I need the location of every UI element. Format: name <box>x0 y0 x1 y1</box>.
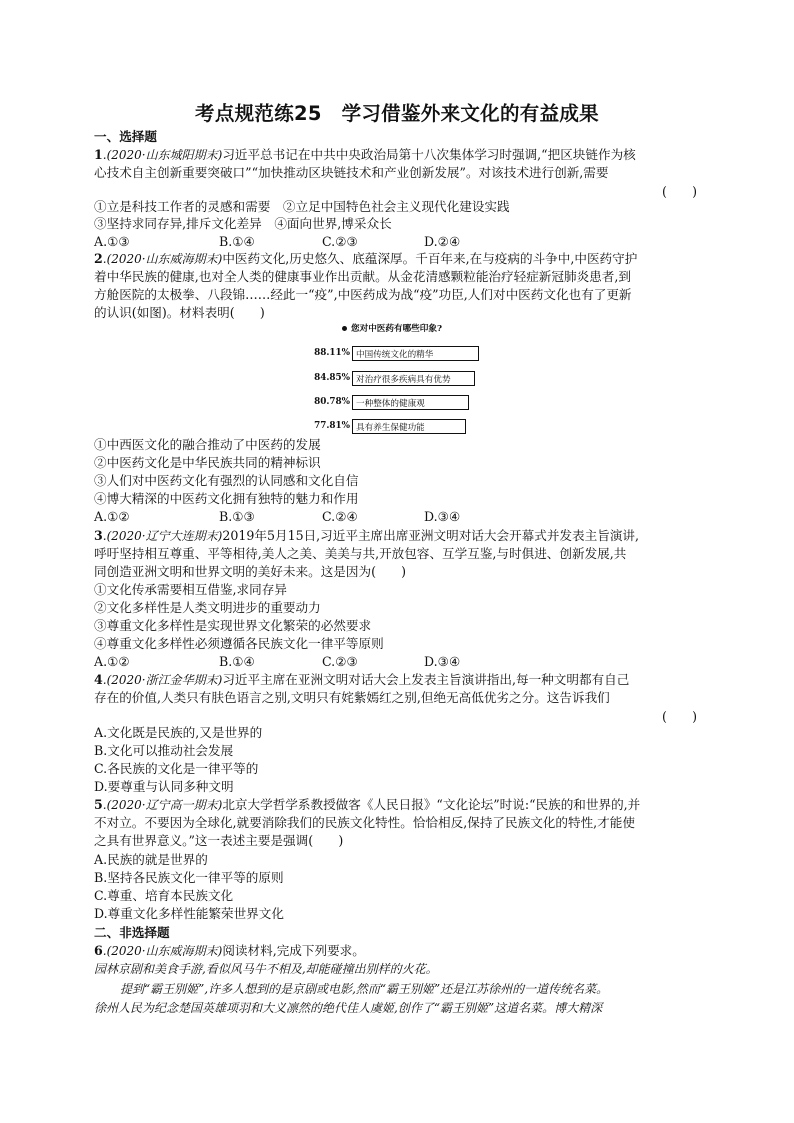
q3-statement-3: ③尊重文化多样性是实现世界文化繁荣的必然要求 <box>94 618 372 633</box>
chart-bar-row <box>304 371 494 386</box>
chart-bar <box>352 419 466 434</box>
page-title: 考点规范练25 学习借鉴外来文化的有益成果 <box>195 102 599 125</box>
q2-text-1: 中医药文化,历史悠久、底蕴深厚。千百年来,在与疫病的斗争中,中医药守护 <box>222 251 638 266</box>
q1-text-1: 习近平总书记在中共中央政治局第十八次集体学习时强调,“把区块链作为核 <box>222 147 636 162</box>
q6-material-2: 提到“霸王别姬”,许多人想到的是京剧或电影,然而“霸王别姬”还是江苏徐州的一道传统名菜。 <box>120 982 609 996</box>
chart-bar-row <box>304 419 494 434</box>
chart-category-label: 对治疗很多疾病具有优势 <box>356 375 451 385</box>
q3-statement-2: ②文化多样性是人类文明进步的重要动力 <box>94 600 321 615</box>
q1-answer-paren: ( ) <box>662 184 698 199</box>
chart-title-text: 您对中医药有哪些印象? <box>351 324 442 334</box>
q3-text-3: 同创造亚洲文明和世界文明的美好未来。这是因为( ) <box>94 564 407 579</box>
q2-statement-1: ①中西医文化的融合推动了中医药的发展 <box>94 437 321 452</box>
q1-number: 1 <box>94 147 103 162</box>
q2-text-4: 的认识(如图)。材料表明( ) <box>94 305 265 320</box>
q3-number: 3 <box>94 528 103 543</box>
chart-title <box>342 322 442 334</box>
q1-option-c: C.②③ <box>322 234 358 249</box>
q1-line-1 <box>94 146 636 164</box>
q6-line-1 <box>94 942 365 960</box>
chart-value-label: 77.81% <box>314 421 350 431</box>
q2-number: 2 <box>94 251 103 266</box>
q4-source: .(2020·浙江金华期末) <box>102 673 223 687</box>
q1-text-2: 心技术自主创新重要突破口”“加快推动区块链技术和产业创新发展”。对该技术进行创新,需要 <box>94 165 609 180</box>
survey-bar-chart <box>304 322 494 438</box>
q3-text-1: 2019年5月15日,习近平主席出席亚洲文明对话大会开幕式并发表主旨演讲, <box>222 528 640 543</box>
q2-text-2: 着中华民族的健康,也对全人类的健康事业作出贡献。从金花清感颗粒能治疗轻症新冠肺炎患者,到 <box>94 269 631 284</box>
q2-option-a: A.①② <box>94 509 130 524</box>
chart-value-label: 84.85% <box>314 373 350 383</box>
q4-line-1 <box>94 671 629 689</box>
q1-option-d: D.②④ <box>424 234 461 249</box>
q5-text-3: 之具有世界意义。”这一表述主要是强调( ) <box>94 833 344 848</box>
chart-category-label: 具有养生保健功能 <box>356 423 425 433</box>
q2-option-d: D.③④ <box>424 509 461 524</box>
chart-bar-row <box>304 346 494 361</box>
chart-bar <box>352 395 469 410</box>
q6-text-1: 阅读材料,完成下列要求。 <box>222 943 365 958</box>
q3-option-d: D.③④ <box>424 654 461 669</box>
q2-text-3: 方舱医院的太极拳、八段锦……经此一“疫”,中医药成为战“疫”功臣,人们对中医药文化也有了更新 <box>94 287 632 302</box>
q5-option-a: A.民族的就是世界的 <box>94 852 208 867</box>
q1-statement-2: ③坚持求同存异,排斥文化差异 ④面向世界,博采众长 <box>94 216 392 231</box>
q5-option-b: B.坚持各民族文化一律平等的原则 <box>94 870 284 885</box>
section-heading-nonchoice: 二、非选择题 <box>94 925 170 940</box>
q3-text-2: 呼吁坚持相互尊重、平等相待,美人之美、美美与共,开放包容、互学互鉴,与时俱进、创新发展,共 <box>94 546 627 561</box>
q1-option-a: A.①③ <box>94 234 130 249</box>
q2-source: .(2020·山东威海期末) <box>102 252 223 266</box>
q5-source: .(2020·辽宁高一期末) <box>102 798 223 812</box>
q2-option-b: B.①③ <box>219 509 255 524</box>
q5-line-1 <box>94 796 640 814</box>
chart-bar <box>352 346 479 361</box>
q6-number: 6 <box>94 943 103 958</box>
q3-source: .(2020·辽宁大连期末) <box>102 529 223 543</box>
q4-text-1: 习近平主席在亚洲文明对话大会上发表主旨演讲指出,每一种文明都有自己 <box>222 672 630 687</box>
q2-statement-2: ②中医药文化是中华民族共同的精神标识 <box>94 455 321 470</box>
q4-option-a: A.文化既是民族的,又是世界的 <box>94 725 263 740</box>
q3-statement-1: ①文化传承需要相互借鉴,求同存异 <box>94 582 287 597</box>
q4-option-b: B.文化可以推动社会发展 <box>94 743 234 758</box>
chart-title-bullet <box>342 326 347 331</box>
q5-text-1: 北京大学哲学系教授做客《人民日报》“文化论坛”时说:“民族的和世界的,并 <box>222 797 641 812</box>
q6-source: .(2020·山东威海期末) <box>102 944 223 958</box>
q2-statement-3: ③人们对中医药文化有强烈的认同感和文化自信 <box>94 473 359 488</box>
q3-option-b: B.①④ <box>219 654 255 669</box>
q4-option-d: D.要尊重与认同多种文明 <box>94 779 234 794</box>
q2-statement-4: ④博大精深的中医药文化拥有独特的魅力和作用 <box>94 491 359 506</box>
q5-option-d: D.尊重文化多样性能繁荣世界文化 <box>94 906 284 921</box>
q4-text-2: 存在的价值,人类只有肤色语言之别,文明只有姹紫嫣红之别,但绝无高低优劣之分。这告诉我们 <box>94 690 610 705</box>
q1-statement-1: ①立是科技工作者的灵感和需要 ②立足中国特色社会主义现代化建设实践 <box>94 199 510 214</box>
q5-number: 5 <box>94 797 103 812</box>
chart-value-label: 80.78% <box>314 397 350 407</box>
q2-option-c: C.②④ <box>322 509 358 524</box>
q1-option-b: B.①④ <box>219 234 255 249</box>
q6-material-3: 徐州人民为纪念楚国英雄项羽和大义凛然的绝代佳人虞姬,创作了“霸王别姬”这道名菜。博大精深 <box>94 1001 603 1015</box>
q4-option-c: C.各民族的文化是一律平等的 <box>94 761 259 776</box>
q5-option-c: C.尊重、培育本民族文化 <box>94 888 234 903</box>
q6-material-1: 园林京剧和美食手游,看似风马牛不相及,却能碰撞出别样的火花。 <box>94 962 438 976</box>
q3-option-c: C.②③ <box>322 654 358 669</box>
section-heading-choice: 一、选择题 <box>94 129 157 144</box>
q3-statement-4: ④尊重文化多样性必须遵循各民族文化一律平等原则 <box>94 636 384 651</box>
q1-source: .(2020·山东城阳期末) <box>102 148 223 162</box>
chart-bar-row <box>304 395 494 410</box>
chart-category-label: 中国传统文化的精华 <box>356 350 434 360</box>
q4-answer-paren: ( ) <box>662 709 698 724</box>
q5-text-2: 不对立。不要因为全球化,就要消除我们的民族文化特性。恰恰相反,保持了民族文化的特性,才能使 <box>94 815 635 830</box>
q4-number: 4 <box>94 672 103 687</box>
q3-line-1 <box>94 527 639 545</box>
chart-bar <box>352 371 475 386</box>
q2-line-1 <box>94 250 637 268</box>
chart-value-label: 88.11% <box>314 348 350 358</box>
chart-category-label: 一种整体的健康观 <box>356 399 425 409</box>
q3-option-a: A.①② <box>94 654 130 669</box>
